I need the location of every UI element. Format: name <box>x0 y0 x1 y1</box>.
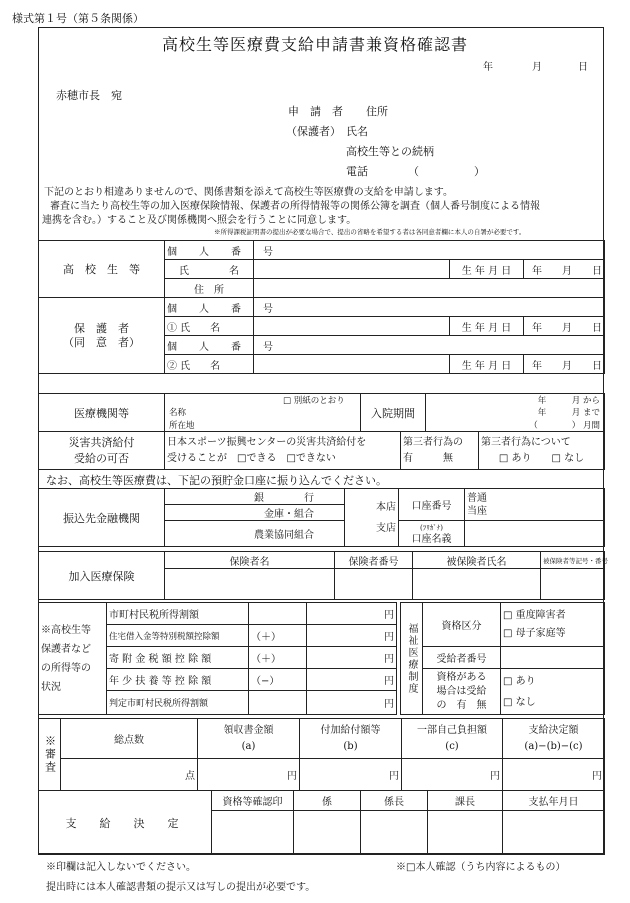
guardian-name2-label: ② 氏 名 <box>165 355 254 374</box>
income-sign-3: （−） <box>249 669 307 691</box>
disaster-eligibility[interactable] <box>165 432 401 470</box>
insurer-no-field[interactable] <box>335 569 413 600</box>
student-dob-field[interactable]: 年 月 日 <box>524 260 605 279</box>
burden-label-line1: 資格がある <box>436 671 487 683</box>
review-self-sub: (c) <box>445 740 459 752</box>
review-addl-field[interactable]: 円 <box>300 759 402 791</box>
insured-no-label: 被保険者等記号・番号 <box>541 552 605 569</box>
declaration-line1: 下記のとおり相違ありませんので、関係書類を添えて高校生等医療費の支給を申請します。 <box>44 187 453 198</box>
period-to: 年 月 まで <box>537 408 600 418</box>
burden-yes[interactable]: □ あり <box>503 675 536 687</box>
review-self-field[interactable]: 円 <box>402 759 503 791</box>
footer-note2: ※□本人確認（うち内容によるもの） <box>396 862 566 873</box>
income-sign-4 <box>249 691 307 715</box>
guardian-name1-field[interactable] <box>254 317 450 336</box>
head-office-label: 本店 <box>376 501 396 513</box>
applicant-phone-label: 電話 <box>346 165 368 178</box>
medical-header: 医療機関等 <box>39 394 165 432</box>
approval-seal-field[interactable] <box>212 811 294 855</box>
income-value-1[interactable]: 円 <box>307 625 397 647</box>
student-name-label: 氏 名 <box>165 260 254 279</box>
income-header-line1: ※高校生等 <box>41 624 91 636</box>
medical-table <box>38 393 605 432</box>
insurance-header: 加入医療保険 <box>39 552 165 600</box>
medical-location-label: 所在地 <box>169 421 195 431</box>
review-self-text: 一部自己負担額 <box>417 724 487 736</box>
guardian-header-line1: 保 護 者 <box>74 321 129 335</box>
income-sign-2: （＋） <box>249 647 307 669</box>
income-sign-1: （＋） <box>249 625 307 647</box>
review-addl-text: 付加給付額等 <box>320 724 381 736</box>
income-label-3: 年 少 扶 養 等 控 除 額 <box>107 669 249 691</box>
insured-name-label: 被保険者氏名 <box>413 552 541 569</box>
date-year: 年 <box>483 62 493 73</box>
student-mynumber-label: 個 人 番 号 <box>165 241 254 260</box>
applicant-label: 申 請 者 <box>288 105 343 118</box>
footer-note3: 提出時には本人確認書類の提示又は写しの提出が必要です。 <box>46 882 316 893</box>
welfare-header: 福祉医療制度 <box>401 603 423 715</box>
footer-note1: ※印欄は記入しないでください。 <box>46 862 196 873</box>
welfare-category-options[interactable] <box>501 603 605 647</box>
income-value-2[interactable]: 円 <box>307 647 397 669</box>
insurer-no-label: 保険者番号 <box>335 552 413 569</box>
medical-name-label: 名称 <box>169 408 187 418</box>
income-value-4[interactable]: 円 <box>307 691 397 715</box>
branch-label: 支店 <box>376 522 396 534</box>
third-party-field[interactable] <box>479 432 605 470</box>
income-label-2: 寄 附 金 税 額 控 除 額 <box>107 647 249 669</box>
declaration-note: ※所得課税証明書の提出が必要な場合で、提出の省略を希望する者は各同意者欄に本人の自署が必要です。 <box>214 228 526 236</box>
income-label-4: 判定市町村民税所得割額 <box>107 691 249 715</box>
approval-kakaricho-label: 係長 <box>361 791 428 811</box>
review-receipt-field[interactable]: 円 <box>198 759 300 791</box>
welfare-table <box>400 602 605 715</box>
burden-label-line3: の 有 無 <box>436 699 487 711</box>
guardian-dob2-field[interactable]: 年 月 日 <box>524 355 605 374</box>
review-receipt-label <box>198 719 300 759</box>
bank-type-union: 金庫・組合 <box>165 505 345 521</box>
third-party-question: 第三者行為について <box>481 436 571 448</box>
burden-no[interactable]: □ なし <box>503 696 536 708</box>
guardian-mynumber1-label: 個 人 番 号 <box>165 298 254 317</box>
review-header: ※審査 <box>39 719 61 791</box>
account-normal: 普通 <box>467 492 487 504</box>
burden-options[interactable] <box>501 669 605 715</box>
student-address-label: 住 所 <box>165 279 254 298</box>
income-header-line2: 保護者など <box>41 643 91 655</box>
income-value-3[interactable]: 円 <box>307 669 397 691</box>
review-receipt-text: 領収書金額 <box>223 724 274 736</box>
review-table <box>38 718 605 791</box>
review-self-label <box>402 719 503 759</box>
disaster-header-line1: 災害共済給付 <box>68 435 135 449</box>
approval-kakaricho-field[interactable] <box>361 811 428 855</box>
income-value-0[interactable]: 円 <box>307 603 397 625</box>
student-address-field[interactable] <box>254 279 605 298</box>
account-no-label: 口座番号 <box>399 489 465 521</box>
addressee: 赤穂市長 宛 <box>56 89 122 102</box>
bank-note: なお、高校生等医療費は、下記の預貯金口座に振り込んでください。 <box>46 474 387 487</box>
account-name-label <box>399 521 465 547</box>
review-decision-text: 支給決定額 <box>528 724 579 736</box>
insurance-table <box>38 551 608 600</box>
review-decision-label <box>503 719 605 759</box>
approval-kacho-label: 課長 <box>428 791 503 811</box>
period-from: 年 月 から <box>537 396 600 406</box>
guardian-label: （保護者） <box>286 125 341 138</box>
student-mynumber-field[interactable] <box>254 241 605 260</box>
bank-header: 振込先金融機関 <box>39 489 165 547</box>
review-addl-label <box>300 719 402 759</box>
insured-no-field[interactable] <box>541 569 605 600</box>
guardian-mynumber2-label: 個 人 番 号 <box>165 336 254 355</box>
guardian-dob1-label: 生 年 月 日 <box>450 317 524 336</box>
third-party-label <box>401 432 479 470</box>
welfare-option-single-parent[interactable]: □ 母子家庭等 <box>503 627 566 639</box>
income-label-0: 市町村民税所得割額 <box>107 603 249 625</box>
medical-name-cell[interactable] <box>165 394 361 432</box>
approval-paydate-label: 支払年月日 <box>503 791 605 811</box>
approval-header: 支 給 決 定 <box>39 791 212 855</box>
review-points-label: 総点数 <box>61 719 198 759</box>
recipient-no-field[interactable] <box>501 647 605 669</box>
applicant-phone-paren: （ ） <box>408 165 485 178</box>
bank-type-bank: 銀 行 <box>165 489 345 505</box>
third-party-options[interactable]: □ あり □ なし <box>498 452 585 464</box>
welfare-category-label: 資格区分 <box>423 603 501 647</box>
approval-kacho-field[interactable] <box>428 811 503 855</box>
bank-type-agri: 農業協同組合 <box>165 521 345 547</box>
student-header: 高 校 生 等 <box>39 241 165 298</box>
recipient-no-label: 受給者番号 <box>423 647 501 669</box>
approval-kakari-field[interactable] <box>294 811 361 855</box>
review-decision-field[interactable]: 円 <box>503 759 605 791</box>
disaster-header-line2: 受給の可否 <box>74 451 129 465</box>
insurer-name-field[interactable] <box>165 569 335 600</box>
guardian-dob1-field[interactable]: 年 月 日 <box>524 317 605 336</box>
review-decision-sub: (a)−(b)−(c) <box>524 740 583 752</box>
page-title: 高校生等医療費支給申請書兼資格確認書 <box>161 35 468 54</box>
date-day: 日 <box>578 62 588 73</box>
insurer-name-label: 保険者名 <box>165 552 335 569</box>
form-code: 様式第１号（第５条関係） <box>12 12 144 25</box>
account-current: 当座 <box>467 505 487 517</box>
account-name-field[interactable] <box>465 521 605 547</box>
declaration-line2: 審査に当たり高校生等の加入医療保険情報、保護者の所得情報等の関係公簿を調査（個人番号制度による情報 <box>50 201 540 212</box>
applicant-name-label: 氏名 <box>346 125 368 138</box>
period-field[interactable] <box>426 394 605 432</box>
approval-table <box>38 790 605 855</box>
period-label: 入院期間 <box>361 394 426 432</box>
medical-separate-option[interactable]: □ 別紙のとおり <box>283 396 345 406</box>
bank-table <box>38 488 605 547</box>
guardian-name2-field[interactable] <box>254 355 450 374</box>
guardian-dob2-label: 生 年 月 日 <box>450 355 524 374</box>
income-sign-0 <box>249 603 307 625</box>
guardian-mynumber2-field[interactable] <box>254 336 605 355</box>
approval-kakari-label: 係 <box>294 791 361 811</box>
student-name-field[interactable] <box>254 260 450 279</box>
review-receipt-sub: (a) <box>241 740 256 752</box>
insured-name-field[interactable] <box>413 569 541 600</box>
disaster-text1: 日本スポーツ振興センターの災害共済給付を <box>167 436 367 448</box>
student-guardian-table <box>38 240 605 374</box>
disaster-options[interactable]: 受けることが □できる □できない <box>167 452 336 464</box>
third-party-label1: 第三者行為の <box>403 436 463 448</box>
income-header <box>39 603 107 715</box>
burden-label <box>423 669 501 715</box>
disaster-header <box>39 432 165 470</box>
income-label-1: 住宅借入金等特別税額控除額 <box>107 625 249 647</box>
applicant-relation-label: 高校生等との続柄 <box>346 145 434 158</box>
student-dob-label: 生 年 月 日 <box>450 260 524 279</box>
welfare-option-disabled[interactable]: □ 重度障害者 <box>503 609 566 621</box>
third-party-label2: 有 無 <box>403 452 453 464</box>
disaster-table <box>38 431 605 470</box>
declaration-line3: 連携を含む。）すること及び関係機関へ照会を行うことに同意します。 <box>42 215 357 226</box>
approval-paydate-field[interactable] <box>503 811 605 855</box>
burden-label-line2: 場合は受給 <box>436 685 487 697</box>
income-table <box>38 602 397 715</box>
applicant-address-label: 住所 <box>366 105 388 118</box>
period-days: （ ） 月間 <box>529 421 600 431</box>
approval-seal-label: 資格等確認印 <box>212 791 294 811</box>
branch-type[interactable] <box>345 489 399 547</box>
guardian-name1-label: ① 氏 名 <box>165 317 254 336</box>
guardian-header <box>39 298 165 374</box>
income-header-line3: の所得等の <box>41 662 91 674</box>
guardian-mynumber1-field[interactable] <box>254 298 605 317</box>
date-month: 月 <box>532 62 542 73</box>
account-name-text: 口座名義 <box>411 533 452 545</box>
kana-label: (ﾌﾘｶﾞﾅ) <box>420 523 443 532</box>
account-type[interactable] <box>465 489 605 521</box>
guardian-header-line2: （同 意 者） <box>63 335 140 349</box>
income-header-line4: 状況 <box>41 681 61 693</box>
review-points-field[interactable]: 点 <box>61 759 198 791</box>
review-addl-sub: (b) <box>343 740 358 752</box>
